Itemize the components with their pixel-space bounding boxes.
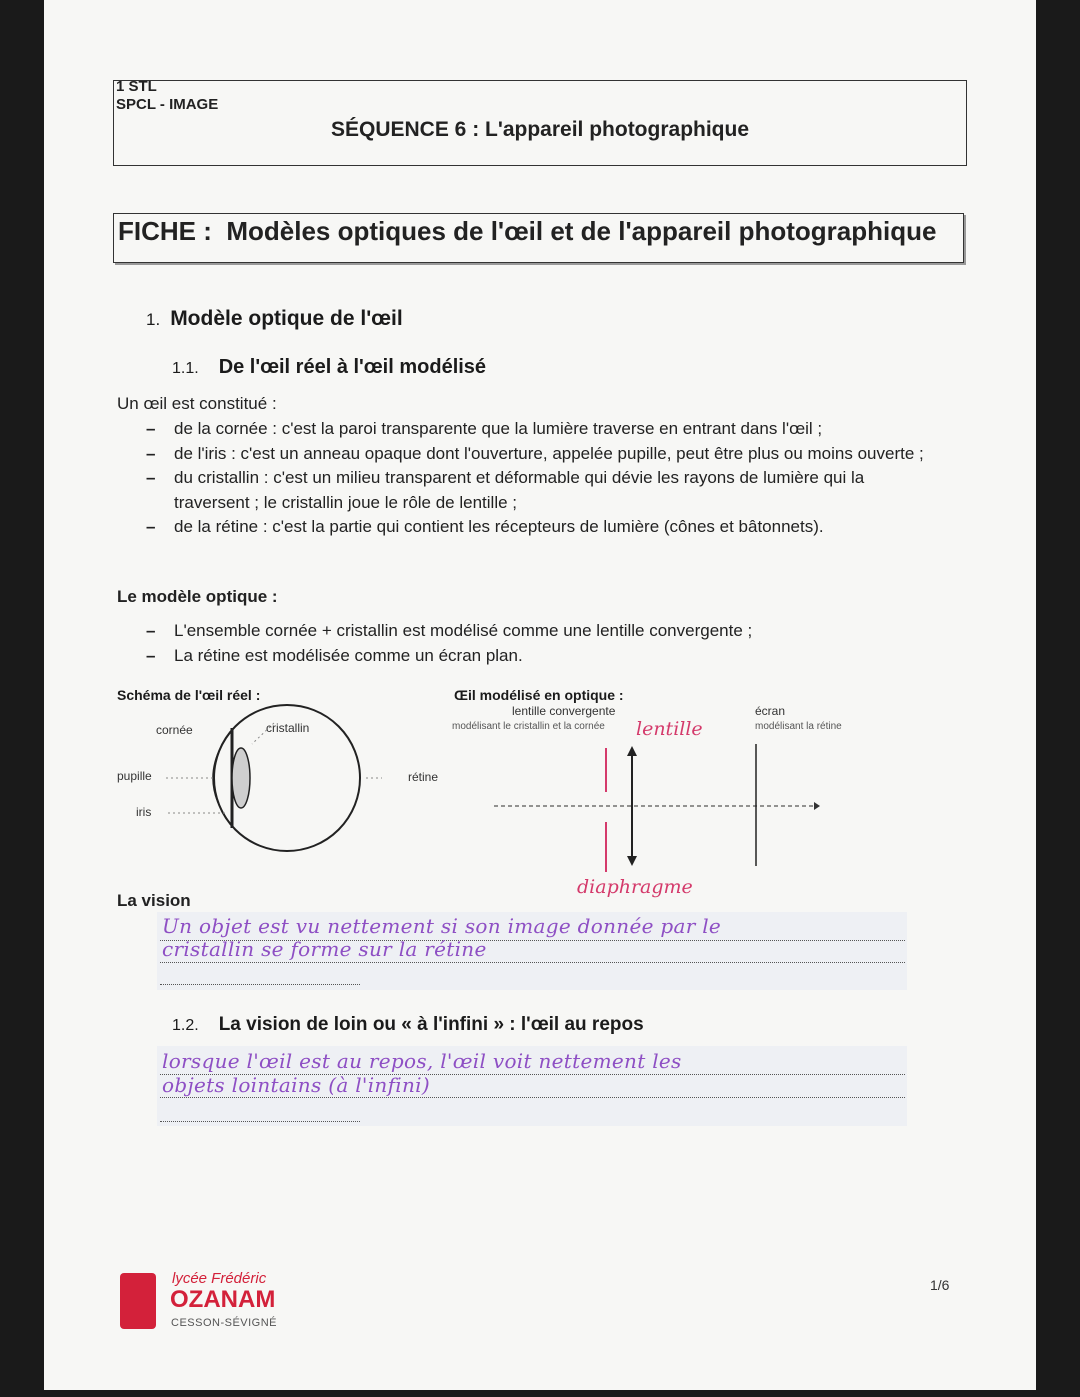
- dotted-line: [160, 962, 905, 963]
- dotted-line: [160, 1121, 360, 1122]
- list-item: – L'ensemble cornée + cristallin est modélisé comme une lentille convergente ;: [146, 619, 936, 644]
- lens-leader: [252, 723, 274, 744]
- handwritten-diaphragm: diaphragme: [577, 876, 693, 898]
- lens-label: cristallin: [266, 721, 310, 735]
- section-1-2-answer-line-2: objets lointains (à l'infini): [162, 1073, 430, 1097]
- axis-arrowhead: [814, 802, 820, 810]
- schema-model-title: Œil modélisé en optique :: [454, 687, 624, 703]
- vision-answer-line-1: Un objet est vu nettement si son image donnée par le: [162, 914, 722, 938]
- vision-title: La vision: [117, 891, 191, 910]
- dotted-line: [160, 984, 360, 985]
- sequence-title: SÉQUENCE 6 : L'appareil photographique: [330, 118, 750, 141]
- document-page: [44, 0, 1036, 1390]
- lens-arrow-top: [627, 746, 637, 756]
- eye-components-list: [146, 417, 936, 540]
- section-1-2-heading: [172, 1014, 644, 1036]
- class-line-1: 1 STL: [116, 78, 157, 95]
- lens-converging-label: lentille convergente: [512, 704, 616, 718]
- list-item: – de la cornée : c'est la paroi transparente que la lumière traverse en entrant dans l'œil ;: [146, 417, 936, 442]
- list-item: – de la rétine : c'est la partie qui contient les récepteurs de lumière (cônes et bâtonnets).: [146, 515, 936, 540]
- screen-label: écran: [755, 704, 786, 718]
- school-logo-mark: [120, 1273, 156, 1329]
- cornea-label: cornée: [156, 723, 193, 737]
- section-1-1-title: De l'œil réel à l'œil modélisé: [218, 356, 487, 378]
- section-1-1-number: 1.1.: [172, 360, 199, 377]
- logo-city-text: CESSON-SÉVIGNÉ: [171, 1317, 278, 1329]
- screen-note: modélisant la rétine: [755, 721, 842, 732]
- section-1-title: Modèle optique de l'œil: [170, 307, 403, 330]
- lens-arrow-bottom: [627, 856, 637, 866]
- logo-small-text: lycée Frédéric: [172, 1270, 267, 1287]
- handwritten-lens: lentille: [636, 718, 703, 740]
- intro-text: Un œil est constitué :: [117, 394, 277, 413]
- lens-shape: [232, 748, 250, 808]
- schema-real-title: Schéma de l'œil réel :: [117, 687, 261, 703]
- section-1-2-answer-line-1: lorsque l'œil est au repos, l'œil voit nettement les: [162, 1049, 682, 1073]
- real-eye-diagram: [154, 700, 404, 870]
- class-line-2: SPCL - IMAGE: [116, 96, 219, 113]
- page-number: 1/6: [930, 1277, 950, 1293]
- list-item: – de l'iris : c'est un anneau opaque dont l'ouverture, appelée pupille, peut être plus ou moins ouverte ;: [146, 442, 936, 467]
- iris-label: iris: [136, 805, 152, 819]
- vision-answer-line-2: cristallin se forme sur la rétine: [162, 937, 487, 961]
- pupil-label: pupille: [117, 769, 152, 783]
- fiche-label: FICHE :: [118, 216, 212, 246]
- model-title: Le modèle optique :: [117, 587, 278, 606]
- model-list: [146, 619, 936, 668]
- section-1-heading: [146, 307, 403, 331]
- list-item: – La rétine est modélisée comme un écran plan.: [146, 644, 936, 669]
- cornea-curve: [213, 730, 232, 826]
- model-eye-diagram: [484, 740, 824, 880]
- dotted-line: [160, 1097, 905, 1098]
- retina-label: rétine: [408, 770, 439, 784]
- lens-note: modélisant le cristallin et la cornée: [452, 721, 605, 732]
- section-1-1-heading: [172, 356, 486, 379]
- section-1-2-title: La vision de loin ou « à l'infini » : l'œil au repos: [218, 1014, 644, 1035]
- section-1-number: 1.: [146, 310, 161, 329]
- logo-big-text: OZANAM: [170, 1286, 276, 1313]
- section-1-2-number: 1.2.: [172, 1017, 199, 1034]
- class-label: [116, 78, 218, 114]
- fiche-subject: Modèles optiques de l'œil et de l'appareil photographique: [226, 216, 937, 246]
- fiche-title: [118, 216, 936, 247]
- list-item: – du cristallin : c'est un milieu transparent et déformable qui dévie les rayons de lumière qui la traversent ; le cristallin joue le rôle de lentille ;: [146, 466, 936, 515]
